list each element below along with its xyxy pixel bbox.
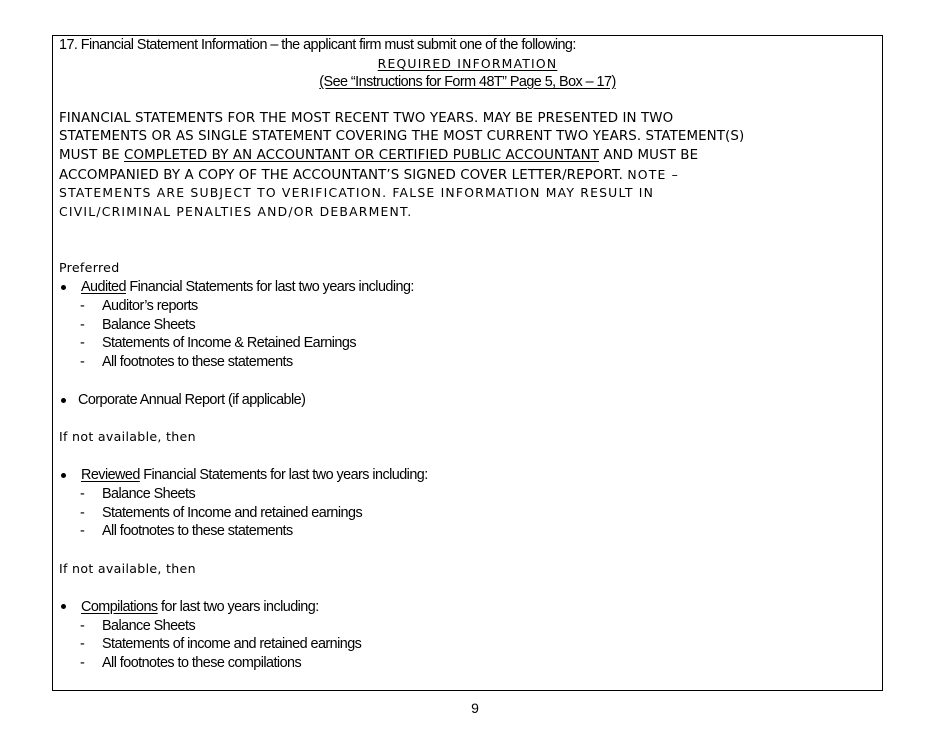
dash-icon: - (80, 486, 85, 502)
statement-line-4: ACCOMPANIED BY A COPY OF THE ACCOUNTANT’S SIGNED COVER LETTER/REPORT. NOTE – (59, 167, 680, 183)
bullet-icon (61, 285, 66, 290)
statement-line-3: MUST BE COMPLETED BY AN ACCOUNTANT OR CERTIFIED PUBLIC ACCOUNTANT AND MUST BE (59, 148, 699, 163)
reviewed-item: Statements of Income and retained earnings (102, 505, 363, 521)
audited-item: Balance Sheets (102, 317, 196, 333)
audited-item: All footnotes to these statements (102, 354, 293, 370)
reviewed-item: Balance Sheets (102, 486, 196, 502)
statement-line-6: CIVIL/CRIMINAL PENALTIES AND/OR DEBARMENT. (59, 204, 413, 219)
reviewed-heading: Reviewed Financial Statements for last two years including: (81, 467, 428, 483)
bullet-icon (61, 398, 66, 403)
statement-line-5: STATEMENTS ARE SUBJECT TO VERIFICATION. FALSE INFORMATION MAY RESULT IN (59, 185, 655, 200)
statement-line-2: STATEMENTS OR AS SINGLE STATEMENT COVERING THE MOST CURRENT TWO YEARS. STATEMENT(S) (59, 129, 745, 144)
compilations-heading: Compilations for last two years including: (81, 599, 319, 615)
corporate-annual-report: Corporate Annual Report (if applicable) (78, 392, 306, 408)
fallback-text: If not available, then (59, 429, 196, 444)
dash-icon: - (80, 354, 85, 370)
dash-icon: - (80, 655, 85, 671)
financial-statement-box (52, 35, 883, 691)
audited-heading: Audited Financial Statements for last two years including: (81, 279, 414, 295)
dash-icon: - (80, 636, 85, 652)
statement-line-1: FINANCIAL STATEMENTS FOR THE MOST RECENT TWO YEARS. MAY BE PRESENTED IN TWO (59, 111, 674, 126)
dash-icon: - (80, 317, 85, 333)
bullet-icon (61, 473, 66, 478)
accountant-requirement: COMPLETED BY AN ACCOUNTANT OR CERTIFIED PUBLIC ACCOUNTANT (124, 148, 600, 163)
note-label: NOTE – (627, 167, 680, 182)
fallback-text: If not available, then (59, 561, 196, 576)
dash-icon: - (80, 618, 85, 634)
section-title: 17. Financial Statement Information – the applicant firm must submit one of the following: (59, 37, 576, 53)
compilations-item: Balance Sheets (102, 618, 196, 634)
dash-icon: - (80, 335, 85, 351)
bullet-icon (61, 604, 66, 609)
dash-icon: - (80, 505, 85, 521)
dash-icon: - (80, 298, 85, 314)
compilations-item: Statements of income and retained earnings (102, 636, 362, 652)
reviewed-item: All footnotes to these statements (102, 523, 293, 539)
required-information-heading: REQUIRED INFORMATION (377, 56, 558, 71)
preferred-label: Preferred (59, 260, 120, 275)
dash-icon: - (80, 523, 85, 539)
page-number: 9 (471, 700, 479, 716)
audited-item: Statements of Income & Retained Earnings (102, 335, 356, 351)
audited-item: Auditor’s reports (102, 298, 198, 314)
instructions-reference: (See “Instructions for Form 48T” Page 5, Box – 17) (319, 74, 616, 90)
compilations-item: All footnotes to these compilations (102, 655, 302, 671)
